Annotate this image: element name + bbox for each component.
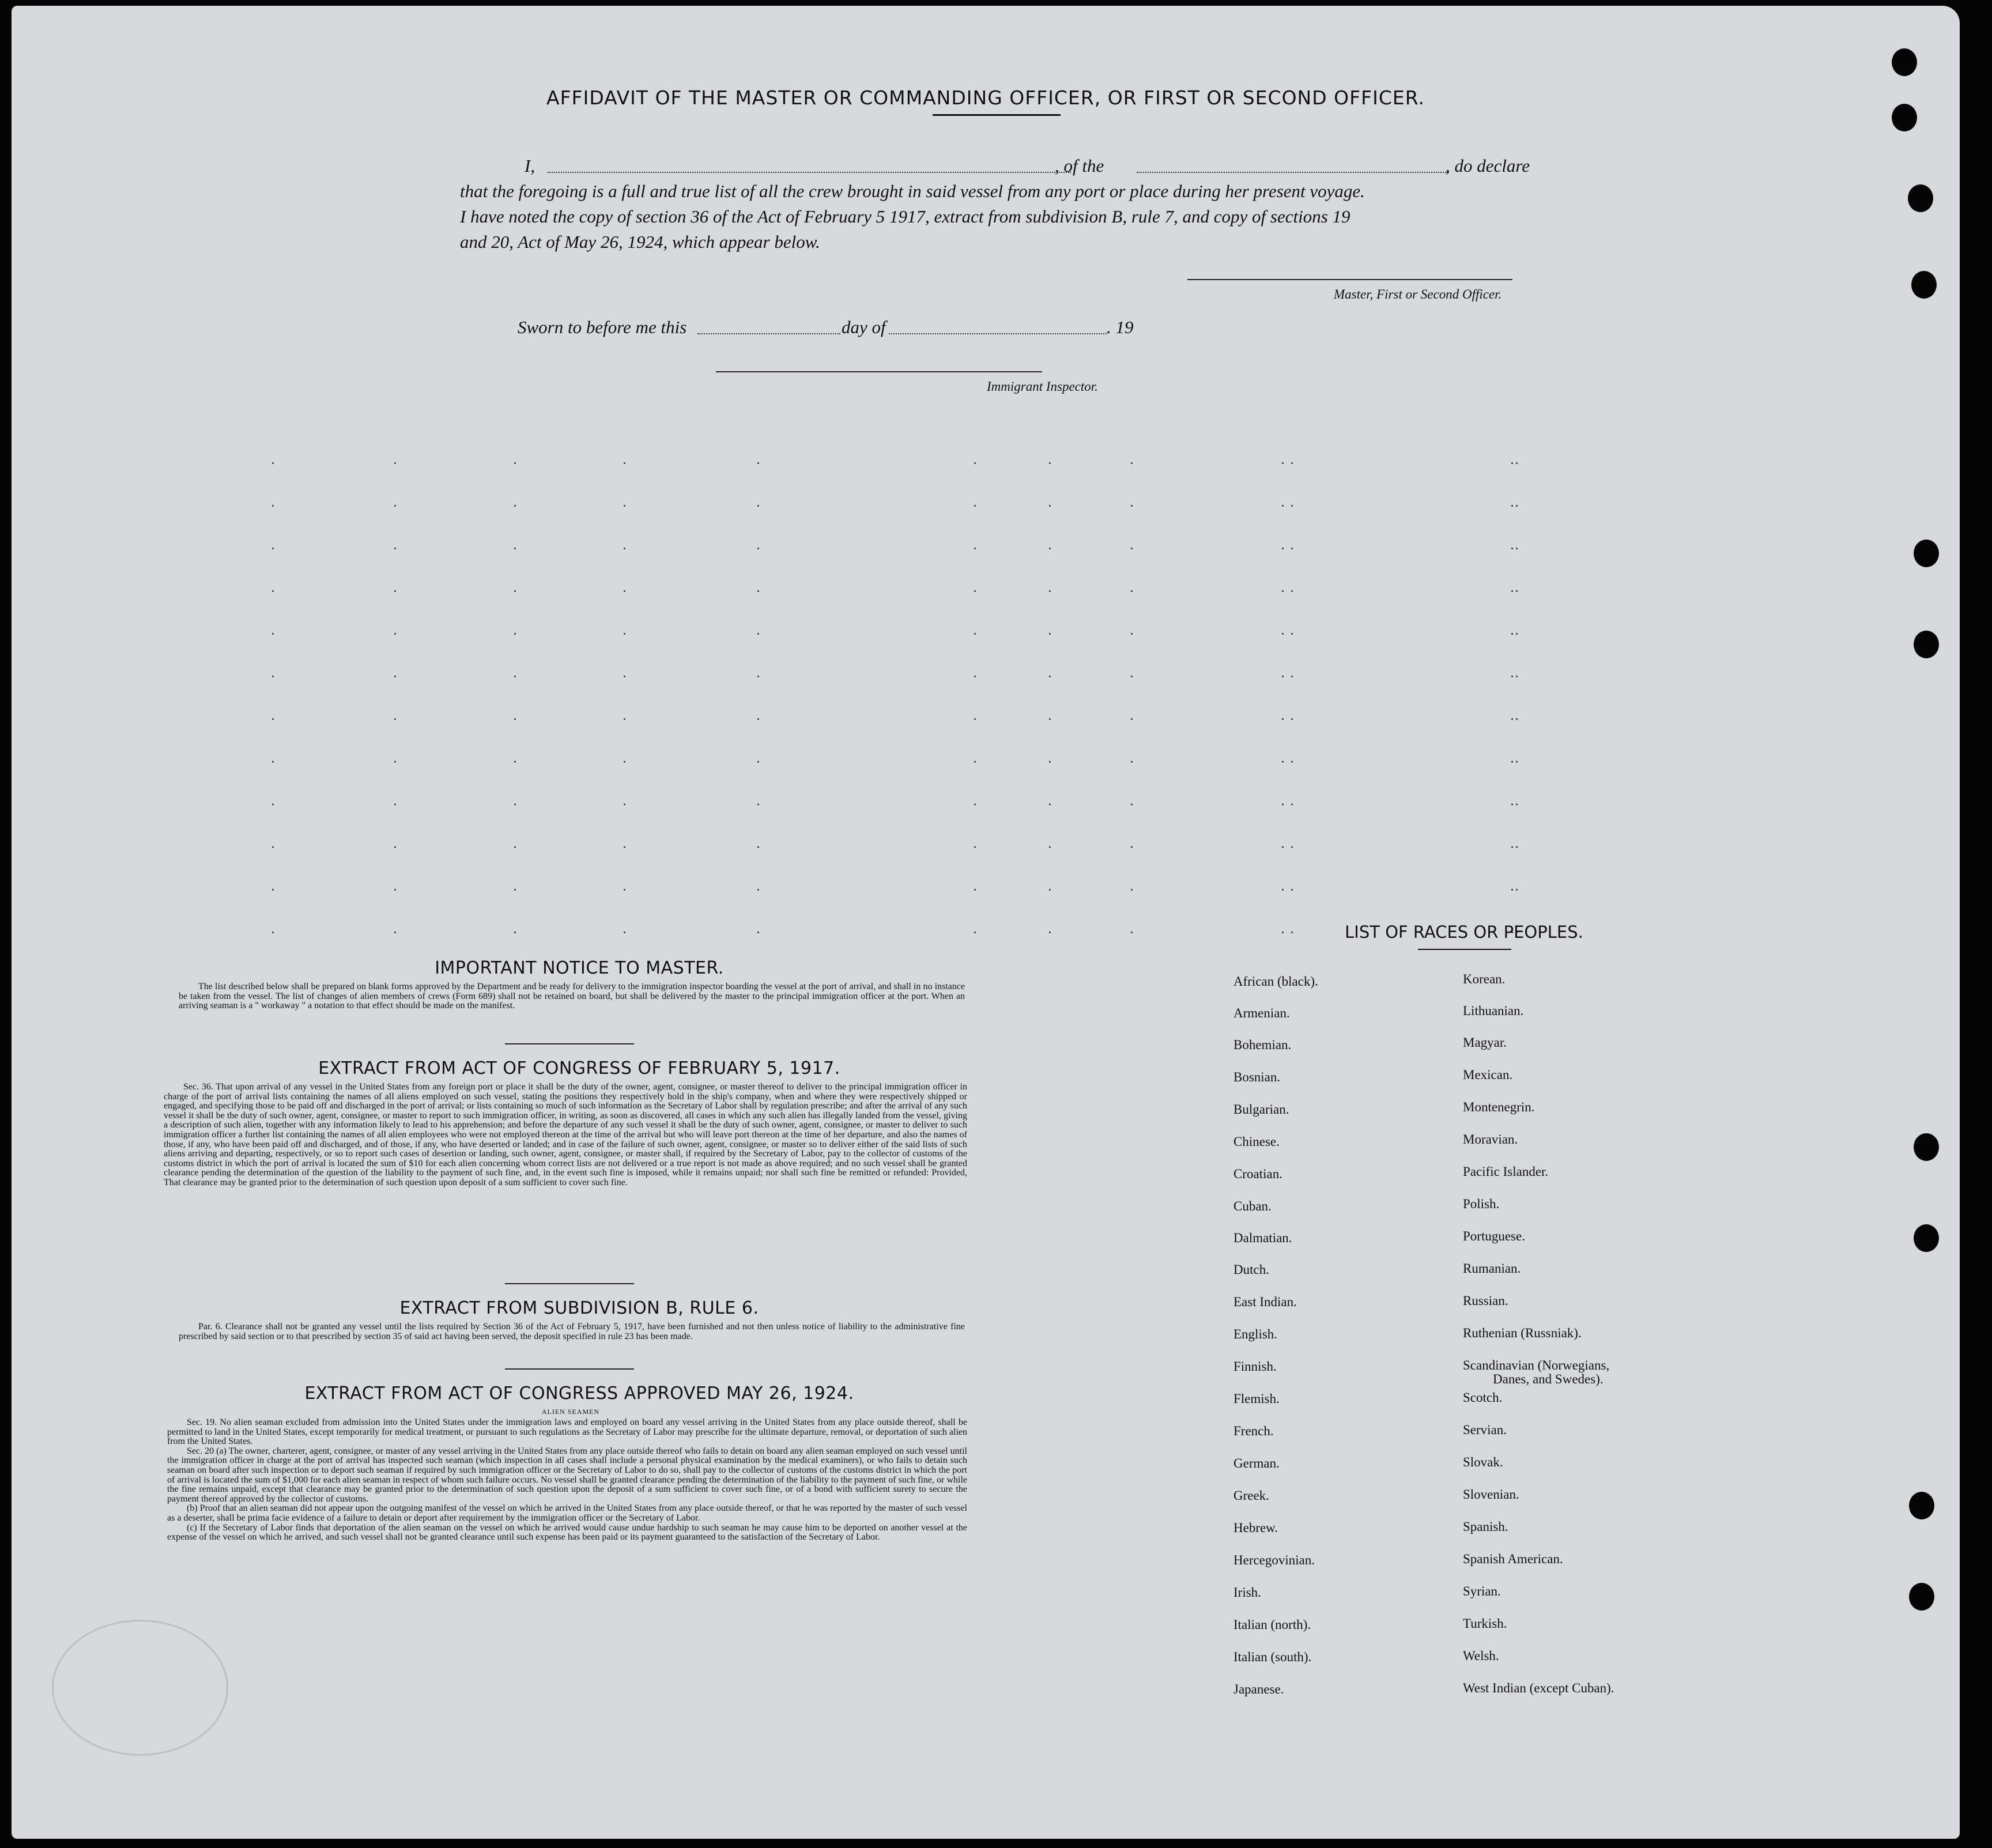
grid-dot: [974, 676, 976, 677]
race-item: Lithuanian.: [1463, 1004, 1524, 1018]
race-item: Hebrew.: [1233, 1521, 1278, 1535]
race-item: Polish.: [1463, 1197, 1500, 1211]
grid-dot: [974, 804, 976, 805]
i-label: I,: [525, 156, 535, 176]
officer-name-field[interactable]: [548, 172, 1071, 173]
grid-dot: [624, 676, 625, 677]
race-item: German.: [1233, 1456, 1280, 1470]
of-the-label: , of the: [1055, 156, 1104, 176]
race-item: Scandinavian (Norwegians,: [1463, 1358, 1610, 1372]
grid-dot: [514, 889, 516, 891]
grid-dot: [1131, 590, 1133, 592]
grid-dot: [1131, 931, 1133, 933]
grid-dot: [514, 846, 516, 848]
grid-dot: [514, 590, 516, 592]
extract-1917-paragraph: Sec. 36. That upon arrival of any vessel in the United States from any foreign port or place it shall be the duty of the owner, agent, consignee, or master thereof to deliver to the principal immigration officer in charge of the port of arrival lists containing the names of all aliens employed on such vessel, stating the positions they respectively hold in the ship's company, when and where they were respectively shipped or engaged, and specifying those to be paid off and discharged in the port of arrival; or lists containing so much of such information as the Secretary of Labor shall by regulation prescribe; and after the arrival of any such vessel it shall be the duty of such owner, agent, consignee, or master to report to such immigration officer, in writing, as soon as discovered, all cases in which any such alien has illegally landed from the vessel, giving a description of such alien, together with any information likely to lead to his apprehension; and before the departure of any such vessel it shall be the duty of such owner, agent, consignee, or master to deliver to such immigration officer a further list containing the names of all alien employees who were not employed thereon at the time of the arrival but who will leave port thereon at the time of her departure, and also the names of those, if any, who have been paid off and discharged, and of those, if any, who have deserted or landed; and in case of the failure of such owner, agent, consignee, or master so to deliver either of the said lists of such aliens arriving and departing, respectively, or so to report such cases of desertion or landing, such owner, agent, consignee, or master shall, if required by the Secretary of Labor, pay to the collector of customs of the customs district in which the port of arrival is located the sum of $10 for each alien concerning whom correct lists are not delivered or a true report is not made as above required; and no such vessel shall be granted clearance pending the determination of the question of the liability to the payment of such fine, and, in the event such fine is imposed, while it remains unpaid; nor shall such fine be remitted or refunded: Provided, That clearance may be granted prior to the determination of such question upon deposit of a sum sufficient to cover such fine.: [164, 1082, 967, 1187]
grid-dot: [1511, 505, 1513, 507]
grid-dot: [272, 505, 274, 507]
punch-hole: [1914, 1224, 1939, 1252]
grid-dot: [394, 761, 396, 763]
grid-dot: [1511, 590, 1513, 592]
race-item: West Indian (except Cuban).: [1463, 1681, 1614, 1695]
grid-dot: [1291, 676, 1293, 677]
race-item: Welsh.: [1463, 1649, 1499, 1663]
race-item: Armenian.: [1233, 1006, 1290, 1020]
grid-dot: [1511, 804, 1513, 805]
inspector-signature-field[interactable]: [716, 371, 1042, 372]
declaration-line-3: I have noted the copy of section 36 of the Act of February 5 1917, extract from subdivision B, rule 7, and copy of sections 19: [460, 206, 1350, 227]
sworn-label: Sworn to before me this: [518, 317, 687, 337]
grid-dot: [1516, 804, 1518, 805]
grid-dot: [1516, 761, 1518, 763]
grid-dot: [1049, 846, 1051, 848]
grid-dot: [272, 846, 274, 848]
grid-dot: [514, 548, 516, 549]
grid-dot: [272, 548, 274, 549]
race-item: Dalmatian.: [1233, 1231, 1292, 1245]
grid-dot: [624, 590, 625, 592]
grid-dot: [1282, 846, 1284, 848]
extract-1924-paragraph: Sec. 20 (a) The owner, charterer, agent, consignee, or master of any vessel arriving in the United States from any place outside thereof who fails to detain on board any alien seaman employed on such vessel until the immigration officer in charge at the port of arrival has inspected such seaman (which inspection in all cases shall include a personal physical examination by the medical examiners), or who fails to detain such seaman on board after such inspection or to deport such seaman if required by such immigration officer or the Secretary of Labor to do so, shall pay to the collector of customs of the customs district in which the port of arrival is located the sum of $1,000 for each alien seaman in respect of whom such failure occurs. No vessel shall be granted clearance pending the determination of the liability to the payment of such fine, or while the fine remains unpaid, except that clearance may be granted prior to the determination of such question upon the deposit of a sum sufficient to cover such fine, or of a bond with sufficient surety to secure the payment thereof approved by the collector of customs.: [167, 1446, 967, 1504]
affidavit-title: AFFIDAVIT OF THE MASTER OR COMMANDING OFFICER, OR FIRST OR SECOND OFFICER.: [546, 86, 1425, 109]
grid-dot: [1131, 462, 1133, 464]
grid-dot: [1049, 633, 1051, 635]
grid-dot: [514, 718, 516, 720]
grid-dot: [1049, 548, 1051, 549]
grid-dot: [1511, 548, 1513, 549]
grid-dot: [974, 846, 976, 848]
race-item: Finnish.: [1233, 1359, 1277, 1374]
grid-dot: [1131, 505, 1133, 507]
grid-dot: [974, 761, 976, 763]
race-item: Moravian.: [1463, 1132, 1518, 1146]
grid-dot: [272, 804, 274, 805]
race-item: Bohemian.: [1233, 1038, 1292, 1052]
grid-dot: [974, 462, 976, 464]
race-item: Flemish.: [1233, 1391, 1280, 1406]
grid-dot: [974, 931, 976, 933]
grid-dot: [1516, 462, 1518, 464]
grid-dot: [974, 889, 976, 891]
grid-dot: [974, 590, 976, 592]
declaration-line-1: [525, 156, 535, 176]
grid-dot: [1516, 633, 1518, 635]
extract-1924-paragraph: Sec. 19. No alien seaman excluded from admission into the United States under the immigration laws and employed on board any vessel arriving in the United States from any place outside thereof, shall be permitted to land in the United States, except temporarily for medical treatment, or pursuant to such regulations as the Secretary of Labor may prescribe for the ultimate departure, removal, or deportation of such alien from the United States.: [167, 1417, 967, 1447]
race-item: Chinese.: [1233, 1134, 1280, 1149]
notice-title: IMPORTANT NOTICE TO MASTER.: [435, 958, 724, 978]
officer-signature-field[interactable]: [1187, 279, 1512, 280]
race-item: Italian (south).: [1233, 1650, 1312, 1664]
grid-dot: [757, 676, 759, 677]
race-item: Portuguese.: [1463, 1229, 1525, 1243]
grid-dot: [757, 590, 759, 592]
grid-dot: [1282, 462, 1284, 464]
grid-dot: [514, 505, 516, 507]
grid-dot: [1516, 505, 1518, 507]
grid-dot: [1282, 804, 1284, 805]
race-item: Bulgarian.: [1233, 1102, 1289, 1117]
grid-dot: [974, 633, 976, 635]
grid-dot: [394, 846, 396, 848]
grid-dot: [1131, 676, 1133, 677]
race-item: Italian (north).: [1233, 1617, 1311, 1632]
punch-hole: [1909, 1492, 1934, 1519]
race-item: Hercegovinian.: [1233, 1553, 1315, 1567]
grid-dot: [514, 761, 516, 763]
section-divider: [505, 1283, 634, 1284]
grid-dot: [1516, 548, 1518, 549]
punch-hole: [1914, 540, 1939, 567]
grid-dot: [394, 676, 396, 677]
grid-dot: [1049, 590, 1051, 592]
grid-dot: [394, 931, 396, 933]
race-item: Rumanian.: [1463, 1261, 1521, 1276]
race-item: Japanese.: [1233, 1682, 1284, 1696]
extract-rule6-text: [179, 1322, 965, 1341]
races-title-underline: [1418, 949, 1511, 950]
notice-text: [179, 982, 965, 1011]
grid-dot: [272, 761, 274, 763]
race-item: Pacific Islander.: [1463, 1164, 1549, 1179]
race-item: Cuban.: [1233, 1199, 1272, 1213]
grid-dot: [1291, 804, 1293, 805]
grid-dot: [1049, 931, 1051, 933]
race-item: East Indian.: [1233, 1295, 1297, 1309]
race-item: Montenegrin.: [1463, 1100, 1535, 1114]
grid-dot: [624, 931, 625, 933]
grid-dot: [1049, 505, 1051, 507]
sworn-day-field[interactable]: [697, 333, 840, 334]
grid-dot: [624, 462, 625, 464]
grid-dot: [1131, 804, 1133, 805]
grid-dot: [1131, 633, 1133, 635]
grid-dot: [1511, 889, 1513, 891]
year-label: . 19: [1107, 317, 1134, 337]
grid-dot: [1131, 889, 1133, 891]
extract-1924-text: [167, 1418, 967, 1542]
grid-dot: [757, 846, 759, 848]
grid-dot: [624, 761, 625, 763]
grid-dot: [1511, 462, 1513, 464]
grid-dot: [514, 462, 516, 464]
grid-dot: [1516, 676, 1518, 677]
grid-dot: [757, 462, 759, 464]
extract-1924-paragraph: (c) If the Secretary of Labor finds that deportation of the alien seaman on the vessel on which he arrived would cause undue hardship to such seaman he may cause him to be deported on another vessel at the expense of the vessel on which he arrived, and such vessel shall not be granted clearance until such expense has been paid or its payment guaranteed to the satisfaction of the Secretary of Labor.: [167, 1522, 967, 1542]
race-item: Mexican.: [1463, 1068, 1513, 1082]
grid-dot: [1049, 462, 1051, 464]
grid-dot: [1282, 931, 1284, 933]
race-item: Spanish.: [1463, 1519, 1508, 1534]
grid-dot: [272, 718, 274, 720]
grid-dot: [272, 462, 274, 464]
grid-dot: [624, 505, 625, 507]
race-item: Syrian.: [1463, 1584, 1501, 1598]
race-item: Spanish American.: [1463, 1552, 1563, 1566]
punch-hole: [1909, 1583, 1934, 1611]
grid-dot: [1516, 590, 1518, 592]
grid-dot: [1131, 718, 1133, 720]
race-item: Russian.: [1463, 1293, 1508, 1308]
grid-dot: [1511, 846, 1513, 848]
grid-dot: [1049, 761, 1051, 763]
grid-dot: [1282, 718, 1284, 720]
notice-paragraph: The list described below shall be prepared on blank forms approved by the Department and be ready for delivery to the immigration inspector boarding the vessel at the port of arrival, and shall in no instance be taken from the vessel. The list of changes of alien members of crews (Form 689) shall not be retained on board, but shall be delivered by the master to the principal immigration officer at the port. When an arriving seaman is a " workaway " a notation to that effect should be made on the manifest.: [179, 982, 965, 1011]
extract-1924-paragraph: (b) Proof that an alien seaman did not appear upon the outgoing manifest of the vessel on which he arrived in the United States from any place outside thereof, or that he was reported by the master of such vessel as a deserter, shall be prima facie evidence of a failure to detain or deport after requirement by the immigration officer or the Secretary of Labor.: [167, 1503, 967, 1523]
grid-dot: [394, 462, 396, 464]
extract-rule6-title: EXTRACT FROM SUBDIVISION B, RULE 6.: [399, 1298, 759, 1318]
grid-dot: [757, 633, 759, 635]
race-item: Danes, and Swedes).: [1493, 1372, 1604, 1386]
grid-dot: [394, 889, 396, 891]
grid-dot: [394, 505, 396, 507]
grid-dot: [1291, 590, 1293, 592]
grid-dot: [624, 846, 625, 848]
grid-dot: [974, 548, 976, 549]
grid-dot: [757, 548, 759, 549]
grid-dot: [1511, 761, 1513, 763]
day-of-label: day of: [842, 317, 886, 337]
grid-dot: [514, 804, 516, 805]
declaration-line-4: and 20, Act of May 26, 1924, which appear below.: [460, 232, 820, 252]
grid-dot: [514, 931, 516, 933]
punch-hole: [1911, 271, 1937, 299]
race-item: African (black).: [1233, 974, 1318, 989]
grid-dot: [1291, 633, 1293, 635]
grid-dot: [1131, 846, 1133, 848]
grid-dot: [1282, 889, 1284, 891]
section-divider: [505, 1368, 634, 1370]
race-item: Bosnian.: [1233, 1070, 1281, 1084]
race-item: Croatian.: [1233, 1167, 1282, 1181]
grid-dot: [1049, 676, 1051, 677]
grid-dot: [1516, 889, 1518, 891]
race-item: Dutch.: [1233, 1262, 1269, 1277]
section-divider: [505, 1043, 634, 1044]
grid-dot: [394, 590, 396, 592]
grid-dot: [1291, 548, 1293, 549]
extract-rule6-paragraph: Par. 6. Clearance shall not be granted any vessel until the lists required by Section 36 of the Act of February 5, 1917, have been furnished and not then unless notice of liability to the administrative fine prescribed by said section or to that prescribed by section 35 of said act having been served, the deposit specified in rule 23 has been made.: [179, 1322, 965, 1341]
extract-1924-title: EXTRACT FROM ACT OF CONGRESS APPROVED MAY 26, 1924.: [304, 1383, 854, 1404]
embossed-seal: [52, 1620, 228, 1756]
grid-dot: [1516, 718, 1518, 720]
punch-hole: [1908, 184, 1933, 212]
punch-hole: [1892, 48, 1917, 76]
grid-dot: [1511, 718, 1513, 720]
grid-dot: [1131, 548, 1133, 549]
grid-dot: [272, 931, 274, 933]
grid-dot: [1291, 761, 1293, 763]
grid-dot: [757, 804, 759, 805]
race-item: Slovenian.: [1463, 1487, 1519, 1502]
race-item: Turkish.: [1463, 1616, 1507, 1631]
grid-dot: [1282, 548, 1284, 549]
grid-dot: [1282, 761, 1284, 763]
race-item: Greek.: [1233, 1488, 1269, 1503]
grid-dot: [624, 804, 625, 805]
punch-hole: [1914, 1133, 1939, 1161]
grid-dot: [394, 633, 396, 635]
grid-dot: [624, 718, 625, 720]
inspector-caption: Immigrant Inspector.: [987, 379, 1098, 394]
grid-dot: [624, 548, 625, 549]
grid-dot: [1511, 676, 1513, 677]
grid-dot: [394, 548, 396, 549]
grid-dot: [757, 931, 759, 933]
grid-dot: [272, 590, 274, 592]
extract-1917-title: EXTRACT FROM ACT OF CONGRESS OF FEBRUARY 5, 1917.: [318, 1058, 840, 1078]
grid-dot: [757, 889, 759, 891]
grid-dot: [624, 889, 625, 891]
grid-dot: [1049, 718, 1051, 720]
grid-dot: [1516, 846, 1518, 848]
grid-dot: [1282, 505, 1284, 507]
grid-dot: [394, 804, 396, 805]
extract-1924-subtitle: ALIEN SEAMEN: [541, 1408, 600, 1416]
punch-hole: [1914, 631, 1939, 658]
do-declare-label: , do declare: [1446, 156, 1530, 176]
race-item: Slovak.: [1463, 1455, 1503, 1469]
grid-dot: [1282, 633, 1284, 635]
races-title: LIST OF RACES OR PEOPLES.: [1345, 922, 1583, 942]
grid-dot: [1282, 676, 1284, 677]
grid-dot: [1291, 505, 1293, 507]
grid-dot: [1049, 804, 1051, 805]
grid-dot: [272, 633, 274, 635]
grid-dot: [1511, 633, 1513, 635]
grid-dot: [974, 505, 976, 507]
grid-dot: [394, 718, 396, 720]
signature-caption: Master, First or Second Officer.: [1334, 287, 1502, 301]
race-item: Korean.: [1463, 972, 1506, 986]
grid-dot: [974, 718, 976, 720]
grid-dot: [757, 505, 759, 507]
grid-dot: [1291, 889, 1293, 891]
grid-dot: [514, 633, 516, 635]
grid-dot: [514, 676, 516, 677]
race-item: Magyar.: [1463, 1035, 1507, 1050]
race-item: English.: [1233, 1327, 1278, 1341]
grid-dot: [1282, 590, 1284, 592]
declaration-line-2: that the foregoing is a full and true list of all the crew brought in said vessel from any port or place during her present voyage.: [460, 181, 1365, 201]
extract-1917-text: [164, 1083, 967, 1188]
grid-dot: [1291, 718, 1293, 720]
race-item: Irish.: [1233, 1585, 1261, 1600]
grid-dot: [757, 761, 759, 763]
grid-dot: [272, 676, 274, 677]
race-item: French.: [1233, 1424, 1274, 1438]
grid-dot: [1049, 889, 1051, 891]
affidavit-form-page: [12, 6, 1960, 1839]
race-item: Servian.: [1463, 1423, 1507, 1437]
grid-dot: [272, 889, 274, 891]
race-item: Ruthenian (Russniak).: [1463, 1326, 1582, 1340]
grid-dot: [1291, 462, 1293, 464]
race-item: Scotch.: [1463, 1390, 1503, 1405]
grid-dot: [1131, 761, 1133, 763]
grid-dot: [624, 633, 625, 635]
sworn-month-field[interactable]: [889, 333, 1107, 334]
vessel-name-field[interactable]: [1137, 172, 1448, 173]
title-underline: [933, 114, 1061, 116]
grid-dot: [1291, 846, 1293, 848]
grid-dot: [757, 718, 759, 720]
